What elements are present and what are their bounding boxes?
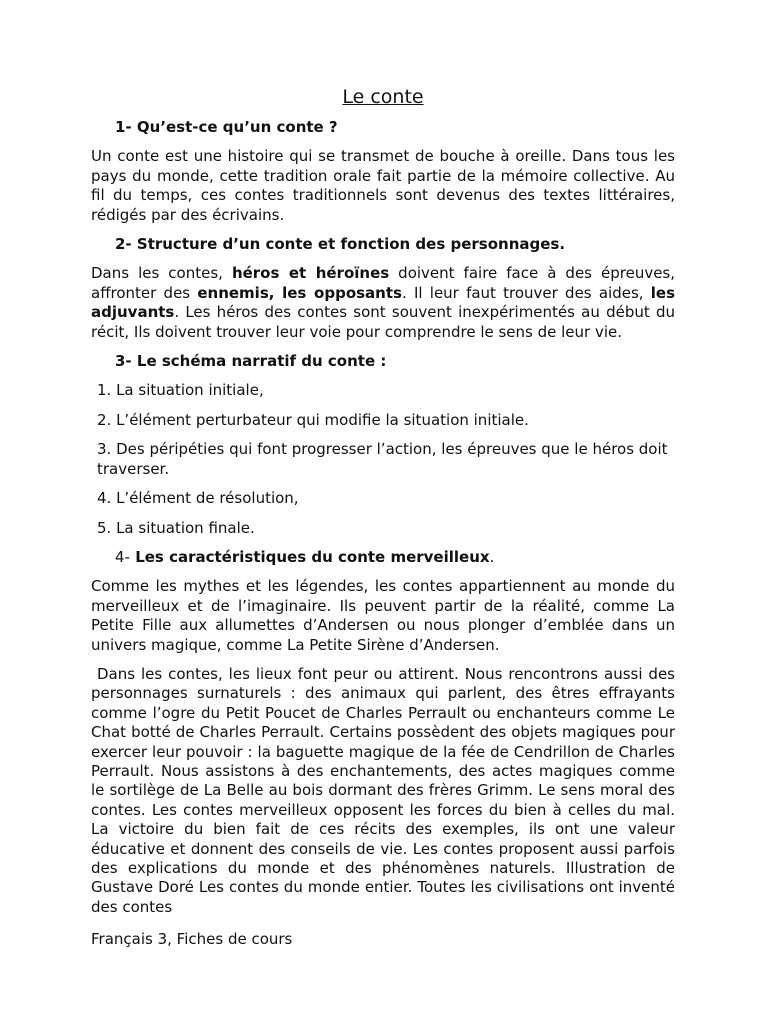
text-run: . Il leur faut trouver des aides, [401,283,651,302]
section-4-paragraph-1: Comme les mythes et les légendes, les contes appartiennent au monde du merveilleux et de l’imaginaire. Ils peuvent partir de la réalité, comme La Petite Fille aux allumettes d’Andersen ou nous plonger d’emblée dans un univers magique, comme La Petite Sirène d’Andersen. [91,577,675,654]
text-run: . Les héros des contes sont souvent inexpérimentés au début du récit, Ils doivent trouver leur voie pour comprendre le sens de leur vie. [91,303,675,341]
section-4-heading [91,548,675,567]
section-4-title: Les caractéristiques du conte merveilleux [135,547,490,566]
list-item: 4. L’élément de résolution, [97,489,299,508]
section-2-text [91,264,675,342]
section-1-heading: 1- Qu’est-ce qu’un conte ? [115,118,338,136]
section-2-heading: 2- Structure d’un conte et fonction des personnages. [115,235,566,254]
document-body [91,84,675,927]
bold-run-helpers: les adjuvants [91,283,675,322]
section-4-paragraph-2: Dans les contes, les lieux font peur ou attirent. Nous rencontrons aussi des personnages surnaturels : des animaux qui parlent, des êtres effrayants comme l’ogre du Petit Poucet de Charles Perrault ou enchanteurs comme Le Chat botté de Charles Perrault. Certains possèdent des objets magiques pour exercer leur pouvoir : la baguette magique de la fée de Cendrillon de Charles Perrault. Nous assistons à des enchantements, des actes magiques comme le sortilège de La Belle au bois dormant des frères Grimm. Le sens moral des contes. Les contes merveilleux opposent les forces du bien à celles du mal. La victoire du bien fait de ces récits des exemples, ils ont une valeur éducative et donnent des conseils de vie. Les contes proposent aussi parfois des explications du monde et des phénomènes naturels. Illustration de Gustave Doré Les contes du monde entier. Toutes les civilisations ont inventé des contes [91,664,675,916]
list-item: 1. La situation initiale, [97,381,264,400]
section-4-heading-end: . [489,547,495,566]
bold-run-heroes: héros et héroïnes [231,264,390,283]
page-title: Le conte [342,86,424,108]
section-3-heading: 3- Le schéma narratif du conte : [115,352,387,371]
bold-run-opponents: ennemis, les opposants [197,283,402,302]
text-run: doivent faire face à des épreuves, affronter des [91,264,676,302]
section-4-number: 4- [115,547,130,566]
page-footer: Français 3, Fiches de cours [91,930,293,948]
list-item: 2. L’élément perturbateur qui modifie la situation initiale. [97,410,529,429]
list-item: 3. Des péripéties qui font progresser l’action, les épreuves que le héros doit traverser. [97,440,668,478]
list-item: 5. La situation finale. [97,518,255,537]
section-1-text: Un conte est une histoire qui se transmet de bouche à oreille. Dans tous les pays du monde, cette tradition orale fait partie de la mémoire collective. Au fil du temps, ces contes traditionnels sont devenus des textes littéraires, rédigés par des écrivains. [91,147,675,224]
text-run: Dans les contes, [91,264,232,283]
